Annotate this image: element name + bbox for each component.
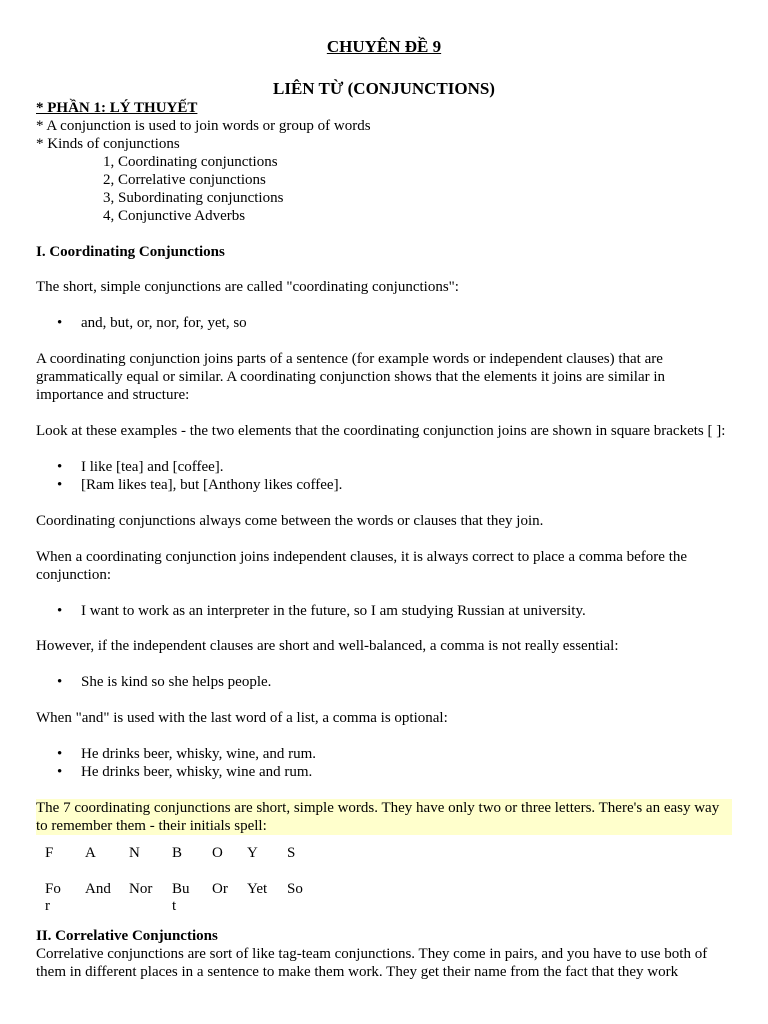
paragraph: When "and" is used with the last word of a list, a comma is optional:	[36, 710, 448, 726]
fanboys-word: And	[85, 881, 111, 897]
bullet-text: She is kind so she helps people.	[81, 674, 272, 690]
bullet-text: He drinks beer, whisky, wine, and rum.	[81, 746, 317, 762]
fanboys-word: Or	[212, 881, 228, 897]
fanboys-word: So	[287, 881, 303, 897]
fanboys-letter: B	[172, 845, 183, 861]
paragraph: When a coordinating conjunction joins independent clauses, it is always correct to place a comma before the conjunction:	[36, 549, 688, 583]
bullet-text: I want to work as an interpreter in the future, so I am studying Russian at university.	[81, 603, 586, 619]
fanboys-letter: A	[85, 845, 96, 861]
bullet-item	[58, 745, 316, 763]
fanboys-letter: Y	[247, 845, 258, 861]
paragraph: Coordinating conjunctions always come between the words or clauses that they join.	[36, 513, 544, 529]
bullet-item	[58, 763, 312, 781]
page-subtitle: LIÊN TỪ (CONJUNCTIONS)	[273, 79, 495, 98]
fanboys-word: Yet	[247, 881, 268, 897]
kind-item: 1, Coordinating conjunctions	[103, 154, 278, 170]
fanboys-letter: O	[212, 845, 223, 861]
fanboys-word: Fo r	[45, 881, 61, 914]
bullet-item	[58, 476, 342, 494]
fanboys-letter: S	[287, 845, 296, 861]
kind-item: 4, Conjunctive Adverbs	[103, 208, 246, 224]
bullet-text: I like [tea] and [coffee].	[81, 459, 224, 475]
fanboys-word: Bu t	[172, 881, 190, 914]
paragraph: Look at these examples - the two elements that the coordinating conjunction joins are shown in square brackets [ ]:	[36, 423, 726, 439]
kind-item: 2, Correlative conjunctions	[103, 172, 266, 188]
section-heading: I. Coordinating Conjunctions	[36, 244, 225, 260]
fanboys-letter: N	[129, 845, 140, 861]
intro-line: * A conjunction is used to join words or group of words	[36, 118, 371, 134]
paragraph: The short, simple conjunctions are called "coordinating conjunctions":	[36, 279, 459, 295]
section-heading: II. Correlative Conjunctions	[36, 928, 218, 944]
page-title: CHUYÊN ĐỀ 9	[326, 37, 442, 56]
bullet-text: and, but, or, nor, for, yet, so	[81, 315, 247, 331]
bullet-text: He drinks beer, whisky, wine and rum.	[81, 764, 313, 780]
fanboys-word: Nor	[129, 881, 153, 897]
bullet-item	[58, 673, 271, 691]
highlighted-paragraph: The 7 coordinating conjunctions are short, simple words. They have only two or three letters. There's an easy way to remember them - their initials spell:	[36, 799, 732, 835]
bullet-item	[58, 314, 247, 332]
part1-heading: * PHẦN 1: LÝ THUYẾT	[36, 100, 198, 116]
intro-line: * Kinds of conjunctions	[36, 136, 180, 152]
bullet-item	[58, 602, 586, 620]
bullet-text: [Ram likes tea], but [Anthony likes coffee].	[81, 477, 343, 493]
kind-item: 3, Subordinating conjunctions	[103, 190, 284, 206]
fanboys-letter: F	[45, 845, 54, 861]
paragraph: However, if the independent clauses are short and well-balanced, a comma is not really essential:	[36, 638, 619, 654]
paragraph: A coordinating conjunction joins parts of a sentence (for example words or independent clauses) that are grammatically equal or similar. A coordinating conjunction shows that the elements it joins are similar in importance and structure:	[36, 351, 666, 403]
paragraph: Correlative conjunctions are sort of like tag-team conjunctions. They come in pairs, and you have to use both of them in different places in a sentence to make them work. They get their name from the fact that they work	[36, 946, 708, 980]
bullet-item	[58, 458, 224, 476]
